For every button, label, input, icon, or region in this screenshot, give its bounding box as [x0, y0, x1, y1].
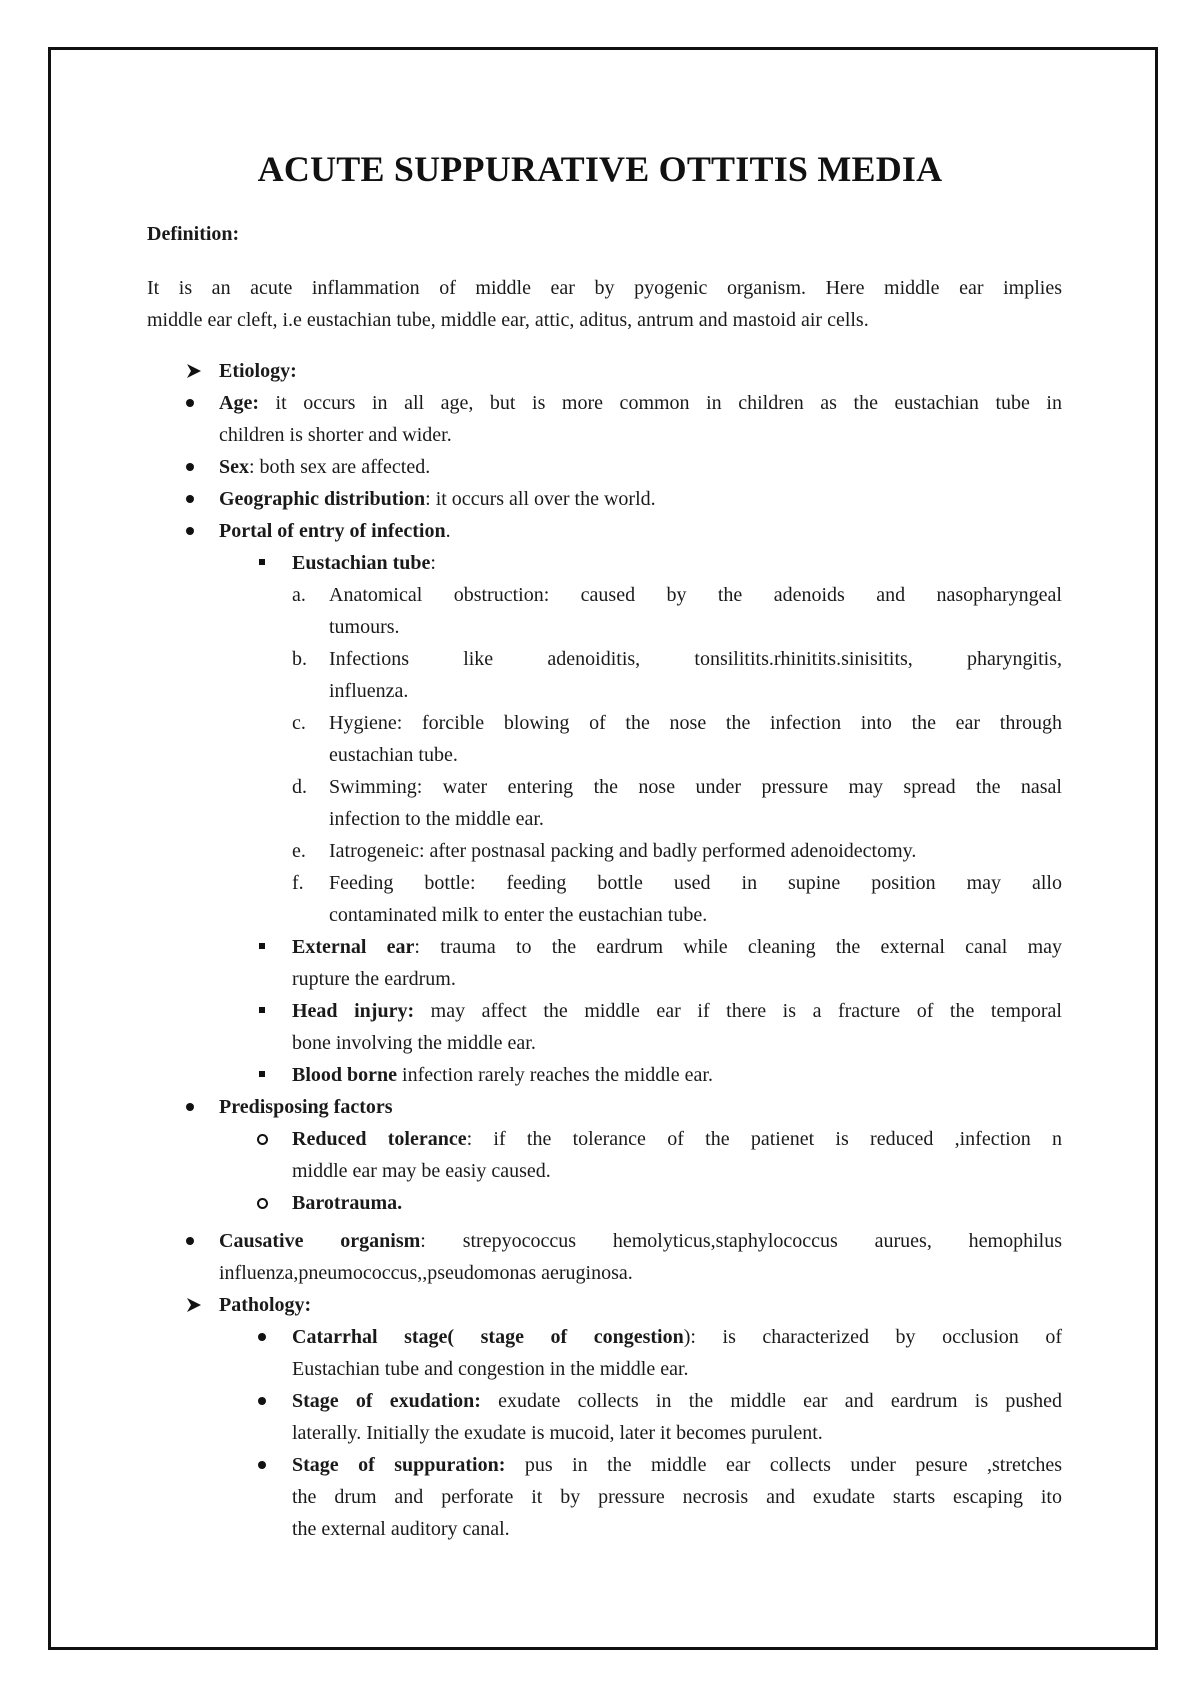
bullet-circle-icon: [257, 1198, 268, 1209]
list-item: Anatomical obstruction: caused by the adenoids and nasopharyngeal: [329, 584, 1062, 606]
item-text: : strepyococcus hemolyticus,staphylococcus aurues, hemophilus: [420, 1230, 1062, 1252]
item-text: middle ear may be easiy caused.: [292, 1160, 551, 1182]
item-label: Blood borne: [292, 1064, 398, 1086]
item-label: Geographic distribution: [219, 488, 426, 510]
list-item: [219, 1229, 1062, 1253]
item-text: the external auditory canal.: [292, 1518, 510, 1540]
pathology-heading: Pathology:: [219, 1294, 312, 1316]
list-item: [219, 487, 656, 511]
list-marker: a.: [292, 584, 306, 606]
item-label: Reduced tolerance: [292, 1128, 467, 1150]
definition-line: middle ear cleft, i.e eustachian tube, middle ear, attic, aditus, antrum and mastoid air cells.: [147, 309, 869, 331]
item-label: Stage of exudation:: [292, 1390, 481, 1412]
list-item: Feeding bottle: feeding bottle used in supine position may allo: [329, 872, 1062, 894]
item-text: exudate collects in the middle ear and eardrum is pushed: [480, 1390, 1062, 1412]
item-text: may affect the middle ear if there is a fracture of the temporal: [414, 1000, 1062, 1022]
item-label: Portal of entry of infection: [219, 520, 446, 542]
item-text: children is shorter and wider.: [219, 424, 452, 446]
bullet-square-icon: [259, 943, 265, 949]
item-text: : if the tolerance of the patienet is reduced ,infection n: [466, 1128, 1062, 1150]
item-label: Sex: [219, 456, 249, 478]
list-item: Barotrauma.: [292, 1192, 403, 1214]
item-label: Age:: [219, 392, 259, 414]
item-text: it occurs in all age, but is more common in children as the eustachian tube in: [258, 392, 1062, 414]
bullet-square-icon: [259, 1071, 265, 1077]
bullet-square-icon: [259, 559, 265, 565]
list-item: Predisposing factors: [219, 1096, 393, 1118]
bullet-dot-icon: [186, 495, 194, 503]
item-text: infection rarely reaches the middle ear.: [397, 1064, 713, 1086]
list-item: [292, 551, 436, 575]
list-item: [292, 935, 1062, 959]
list-item: eustachian tube.: [329, 744, 458, 766]
list-item: [219, 519, 451, 543]
list-item: [292, 1453, 1062, 1477]
item-label: Causative organism: [219, 1230, 421, 1252]
list-item: [292, 1389, 1062, 1413]
item-text: Eustachian tube and congestion in the middle ear.: [292, 1358, 689, 1380]
item-text: : both sex are affected.: [249, 456, 431, 478]
item-text: : it occurs all over the world.: [425, 488, 656, 510]
list-item: Iatrogeneic: after postnasal packing and badly performed adenoidectomy.: [329, 840, 917, 862]
list-item: Hygiene: forcible blowing of the nose the infection into the ear through: [329, 712, 1062, 734]
item-text: influenza,pneumococcus,,pseudomonas aeruginosa.: [219, 1262, 633, 1284]
definition-heading: Definition:: [147, 223, 240, 245]
item-text: ): is characterized by occlusion of: [683, 1326, 1062, 1348]
bullet-dot-icon: [258, 1333, 266, 1341]
list-item: Swimming: water entering the nose under pressure may spread the nasal: [329, 776, 1062, 798]
list-item: Infections like adenoiditis, tonsilitits.rhinitits.sinisitits, pharyngitis,: [329, 648, 1062, 670]
bullet-dot-icon: [258, 1397, 266, 1405]
bullet-dot-icon: [186, 399, 194, 407]
item-text: rupture the eardrum.: [292, 968, 456, 990]
page-title: ACUTE SUPPURATIVE OTTITIS MEDIA: [257, 149, 943, 189]
item-text: pus in the middle ear collects under pesure ,stretches: [505, 1454, 1062, 1476]
list-item: contaminated milk to enter the eustachian tube.: [329, 904, 708, 926]
list-item: [292, 1127, 1062, 1151]
list-item: [292, 1063, 713, 1087]
item-text: laterally. Initially the exudate is mucoid, later it becomes purulent.: [292, 1422, 823, 1444]
etiology-heading: Etiology:: [219, 360, 297, 382]
item-label: Head injury:: [292, 1000, 415, 1022]
arrow-bullet-icon: [185, 362, 203, 380]
definition-line: It is an acute inflammation of middle ear by pyogenic organism. Here middle ear implies: [147, 277, 1062, 299]
item-text: .: [445, 520, 451, 542]
item-text: : trauma to the eardrum while cleaning the external canal may: [414, 936, 1063, 958]
item-text: :: [430, 552, 436, 574]
arrow-bullet-icon: [185, 1296, 203, 1314]
bullet-circle-icon: [257, 1134, 268, 1145]
bullet-dot-icon: [186, 527, 194, 535]
item-text: the drum and perforate it by pressure necrosis and exudate starts escaping ito: [292, 1486, 1062, 1508]
bullet-dot-icon: [186, 463, 194, 471]
list-item: [219, 455, 430, 479]
list-item: [292, 1325, 1062, 1349]
bullet-dot-icon: [186, 1237, 194, 1245]
item-label: Eustachian tube: [292, 552, 431, 574]
list-marker: f.: [292, 872, 304, 894]
list-item: infection to the middle ear.: [329, 808, 544, 830]
item-text: bone involving the middle ear.: [292, 1032, 536, 1054]
list-item: [292, 999, 1062, 1023]
bullet-dot-icon: [258, 1461, 266, 1469]
list-item: influenza.: [329, 680, 409, 702]
bullet-dot-icon: [186, 1103, 194, 1111]
item-label: External ear: [292, 936, 415, 958]
list-item: [219, 391, 1062, 415]
list-item: tumours.: [329, 616, 400, 638]
bullet-square-icon: [259, 1007, 265, 1013]
list-marker: d.: [292, 776, 307, 798]
list-marker: c.: [292, 712, 306, 734]
list-marker: b.: [292, 648, 307, 670]
list-marker: e.: [292, 840, 306, 862]
item-label: Stage of suppuration:: [292, 1454, 506, 1476]
item-label: Catarrhal stage( stage of congestion: [292, 1326, 684, 1348]
